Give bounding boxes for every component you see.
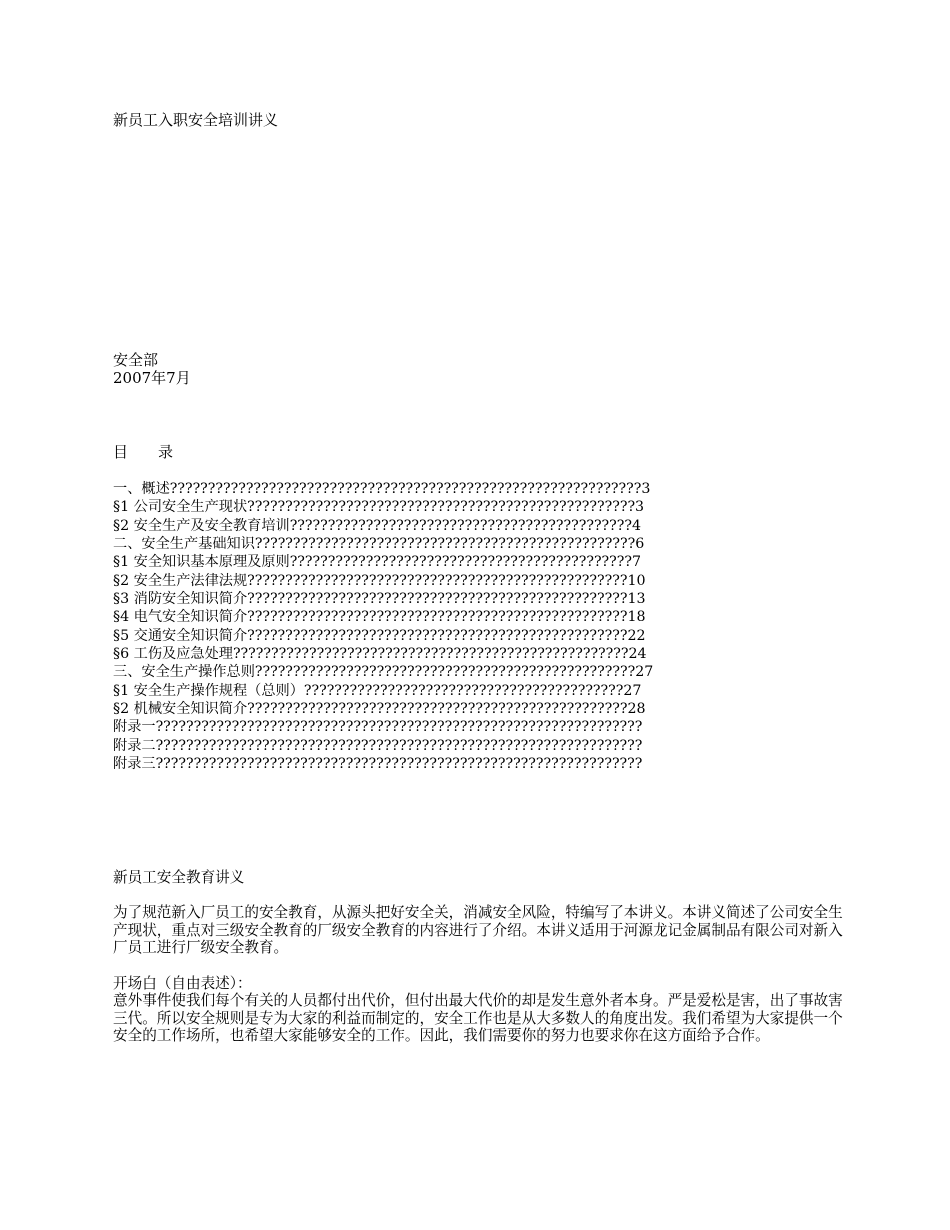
intro-paragraph: 为了规范新入厂员工的安全教育，从源头把好安全关，消减安全风险，特编写了本讲义。本讲义简述了公司安全生产现状，重点对三级安全教育的厂级安全教育的内容进行了介绍。本讲义适用于河源龙记金属制品有限公司对新入厂员工进行厂级安全教育。 bbox=[113, 904, 843, 957]
toc-entry-injury-emergency[interactable]: §6 工伤及应急处理????????????????????????????????????????????????????24 bbox=[113, 646, 647, 663]
lecture-body bbox=[113, 869, 843, 1045]
section-title: 新员工安全教育讲义 bbox=[113, 869, 245, 886]
toc-entry-overview[interactable]: 一、概述??????????????????????????????????????????????????????????????3 bbox=[113, 481, 651, 497]
toc-entry-electrical-safety[interactable]: §4 电气安全知识简介??????????????????????????????????????????????????18 bbox=[113, 609, 646, 626]
department-name: 安全部 bbox=[113, 351, 159, 369]
document-page bbox=[113, 0, 843, 1230]
toc-entry-appendix-1[interactable]: 附录一???????????????????????????????????????????????????????????????? bbox=[113, 719, 643, 736]
document-date: 2007年7月 bbox=[113, 369, 191, 387]
toc-entry-traffic-safety[interactable]: §5 交通安全知识简介??????????????????????????????????????????????????22 bbox=[113, 627, 646, 644]
toc-entry-appendix-3[interactable]: 附录三???????????????????????????????????????????????????????????????? bbox=[113, 756, 643, 773]
table-of-contents bbox=[113, 480, 653, 774]
opening-heading: 开场白（自由表述）： bbox=[113, 974, 252, 992]
toc-entry-principles[interactable]: §1 安全知识基本原理及原则?????????????????????????????????????????????7 bbox=[113, 554, 642, 571]
toc-entry-fire-safety[interactable]: §3 消防安全知识简介??????????????????????????????????????????????????13 bbox=[113, 591, 646, 608]
toc-entry-machinery-safety[interactable]: §2 机械安全知识简介??????????????????????????????????????????????????28 bbox=[113, 701, 646, 718]
toc-entry-operation-rules[interactable]: 三、安全生产操作总则??????????????????????????????????????????????????27 bbox=[113, 664, 654, 681]
toc-entry-operating-procedures[interactable]: §1 安全生产操作规程（总则）??????????????????????????????????????????27 bbox=[113, 682, 642, 699]
toc-heading: 目 录 bbox=[113, 443, 174, 461]
opening-paragraph: 意外事件使我们每个有关的人员都付出代价，但付出最大代价的却是发生意外者本身。严是爱松是害，出了事故害三代。所以安全规则是专为大家的利益而制定的，安全工作也是从大多数人的角度出发。我们希望为大家提供一个安全的工作场所，也希望大家能够安全的工作。因此，我们需要你的努力也要求你在这方面给予合作。 bbox=[113, 992, 843, 1045]
toc-entry-laws[interactable]: §2 安全生产法律法规??????????????????????????????????????????????????10 bbox=[113, 572, 646, 589]
toc-entry-appendix-2[interactable]: 附录二???????????????????????????????????????????????????????????????? bbox=[113, 737, 643, 754]
cover-title: 新员工入职安全培训讲义 bbox=[113, 111, 279, 129]
cover-info bbox=[113, 351, 191, 387]
toc-entry-safety-training[interactable]: §2 安全生产及安全教育培训?????????????????????????????????????????????4 bbox=[113, 517, 642, 534]
toc-entry-basic-knowledge[interactable]: 二、安全生产基础知识??????????????????????????????????????????????????6 bbox=[113, 536, 645, 553]
toc-entry-company-status[interactable]: §1 公司安全生产现状???????????????????????????????????????????????????3 bbox=[113, 499, 645, 516]
